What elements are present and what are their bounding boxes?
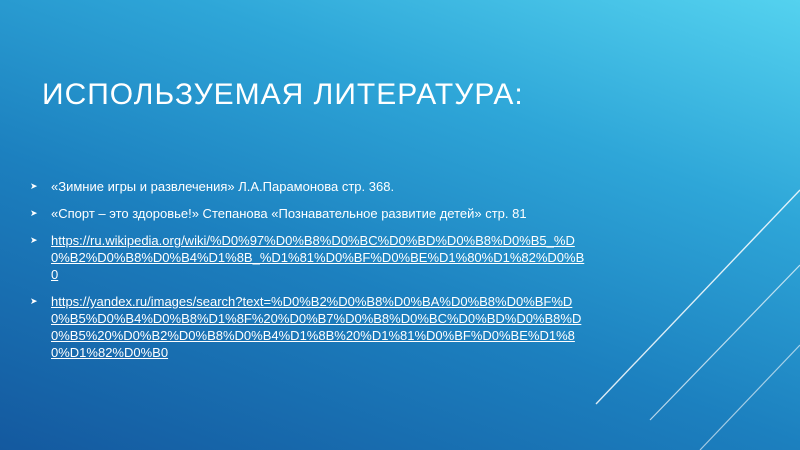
bullet-arrow-icon: ➤: [30, 235, 38, 245]
reference-text: «Зимние игры и развлечения» Л.А.Парамонова стр. 368.: [51, 179, 395, 194]
reference-item: [30, 178, 590, 195]
reference-list: [30, 178, 590, 371]
bullet-arrow-icon: ➤: [30, 181, 38, 191]
reference-item: [30, 205, 590, 222]
bullet-arrow-icon: ➤: [30, 208, 38, 218]
reference-text: «Спорт – это здоровье!» Степанова «Познавательное развитие детей» стр. 81: [51, 206, 527, 221]
reference-item: [30, 232, 590, 283]
slide-title: ИСПОЛЬЗУЕМАЯ ЛИТЕРАТУРА:: [42, 78, 524, 111]
reference-link-wikipedia[interactable]: https://ru.wikipedia.org/wiki/%D0%97%D0%B8%D0%BC%D0%BD%D0%B8%D0%B5_%D0%B2%D0%B8%D0%B4%D1%8B_%D1%81%D0%BF%D0%BE%D1%80%D1%82%D0%B0: [51, 233, 585, 282]
decor-line-mid: [650, 265, 800, 420]
reference-item: [30, 293, 590, 361]
reference-link-yandex[interactable]: https://yandex.ru/images/search?text=%D0%B2%D0%B8%D0%BA%D0%B8%D0%BF%D0%B5%D0%B4%D0%B8%D1%8F%20%D0%B7%D0%B8%D0%BC%D0%BD%D0%B8%D0%B5%20%D0%B2%D0%B8%D0%B4%D1%8B%20%D1%81%D0%BF%D0%BE%D1%80%D1%82%D0%B0: [51, 294, 582, 360]
decor-line-short: [700, 345, 800, 450]
bullet-arrow-icon: ➤: [30, 296, 38, 306]
